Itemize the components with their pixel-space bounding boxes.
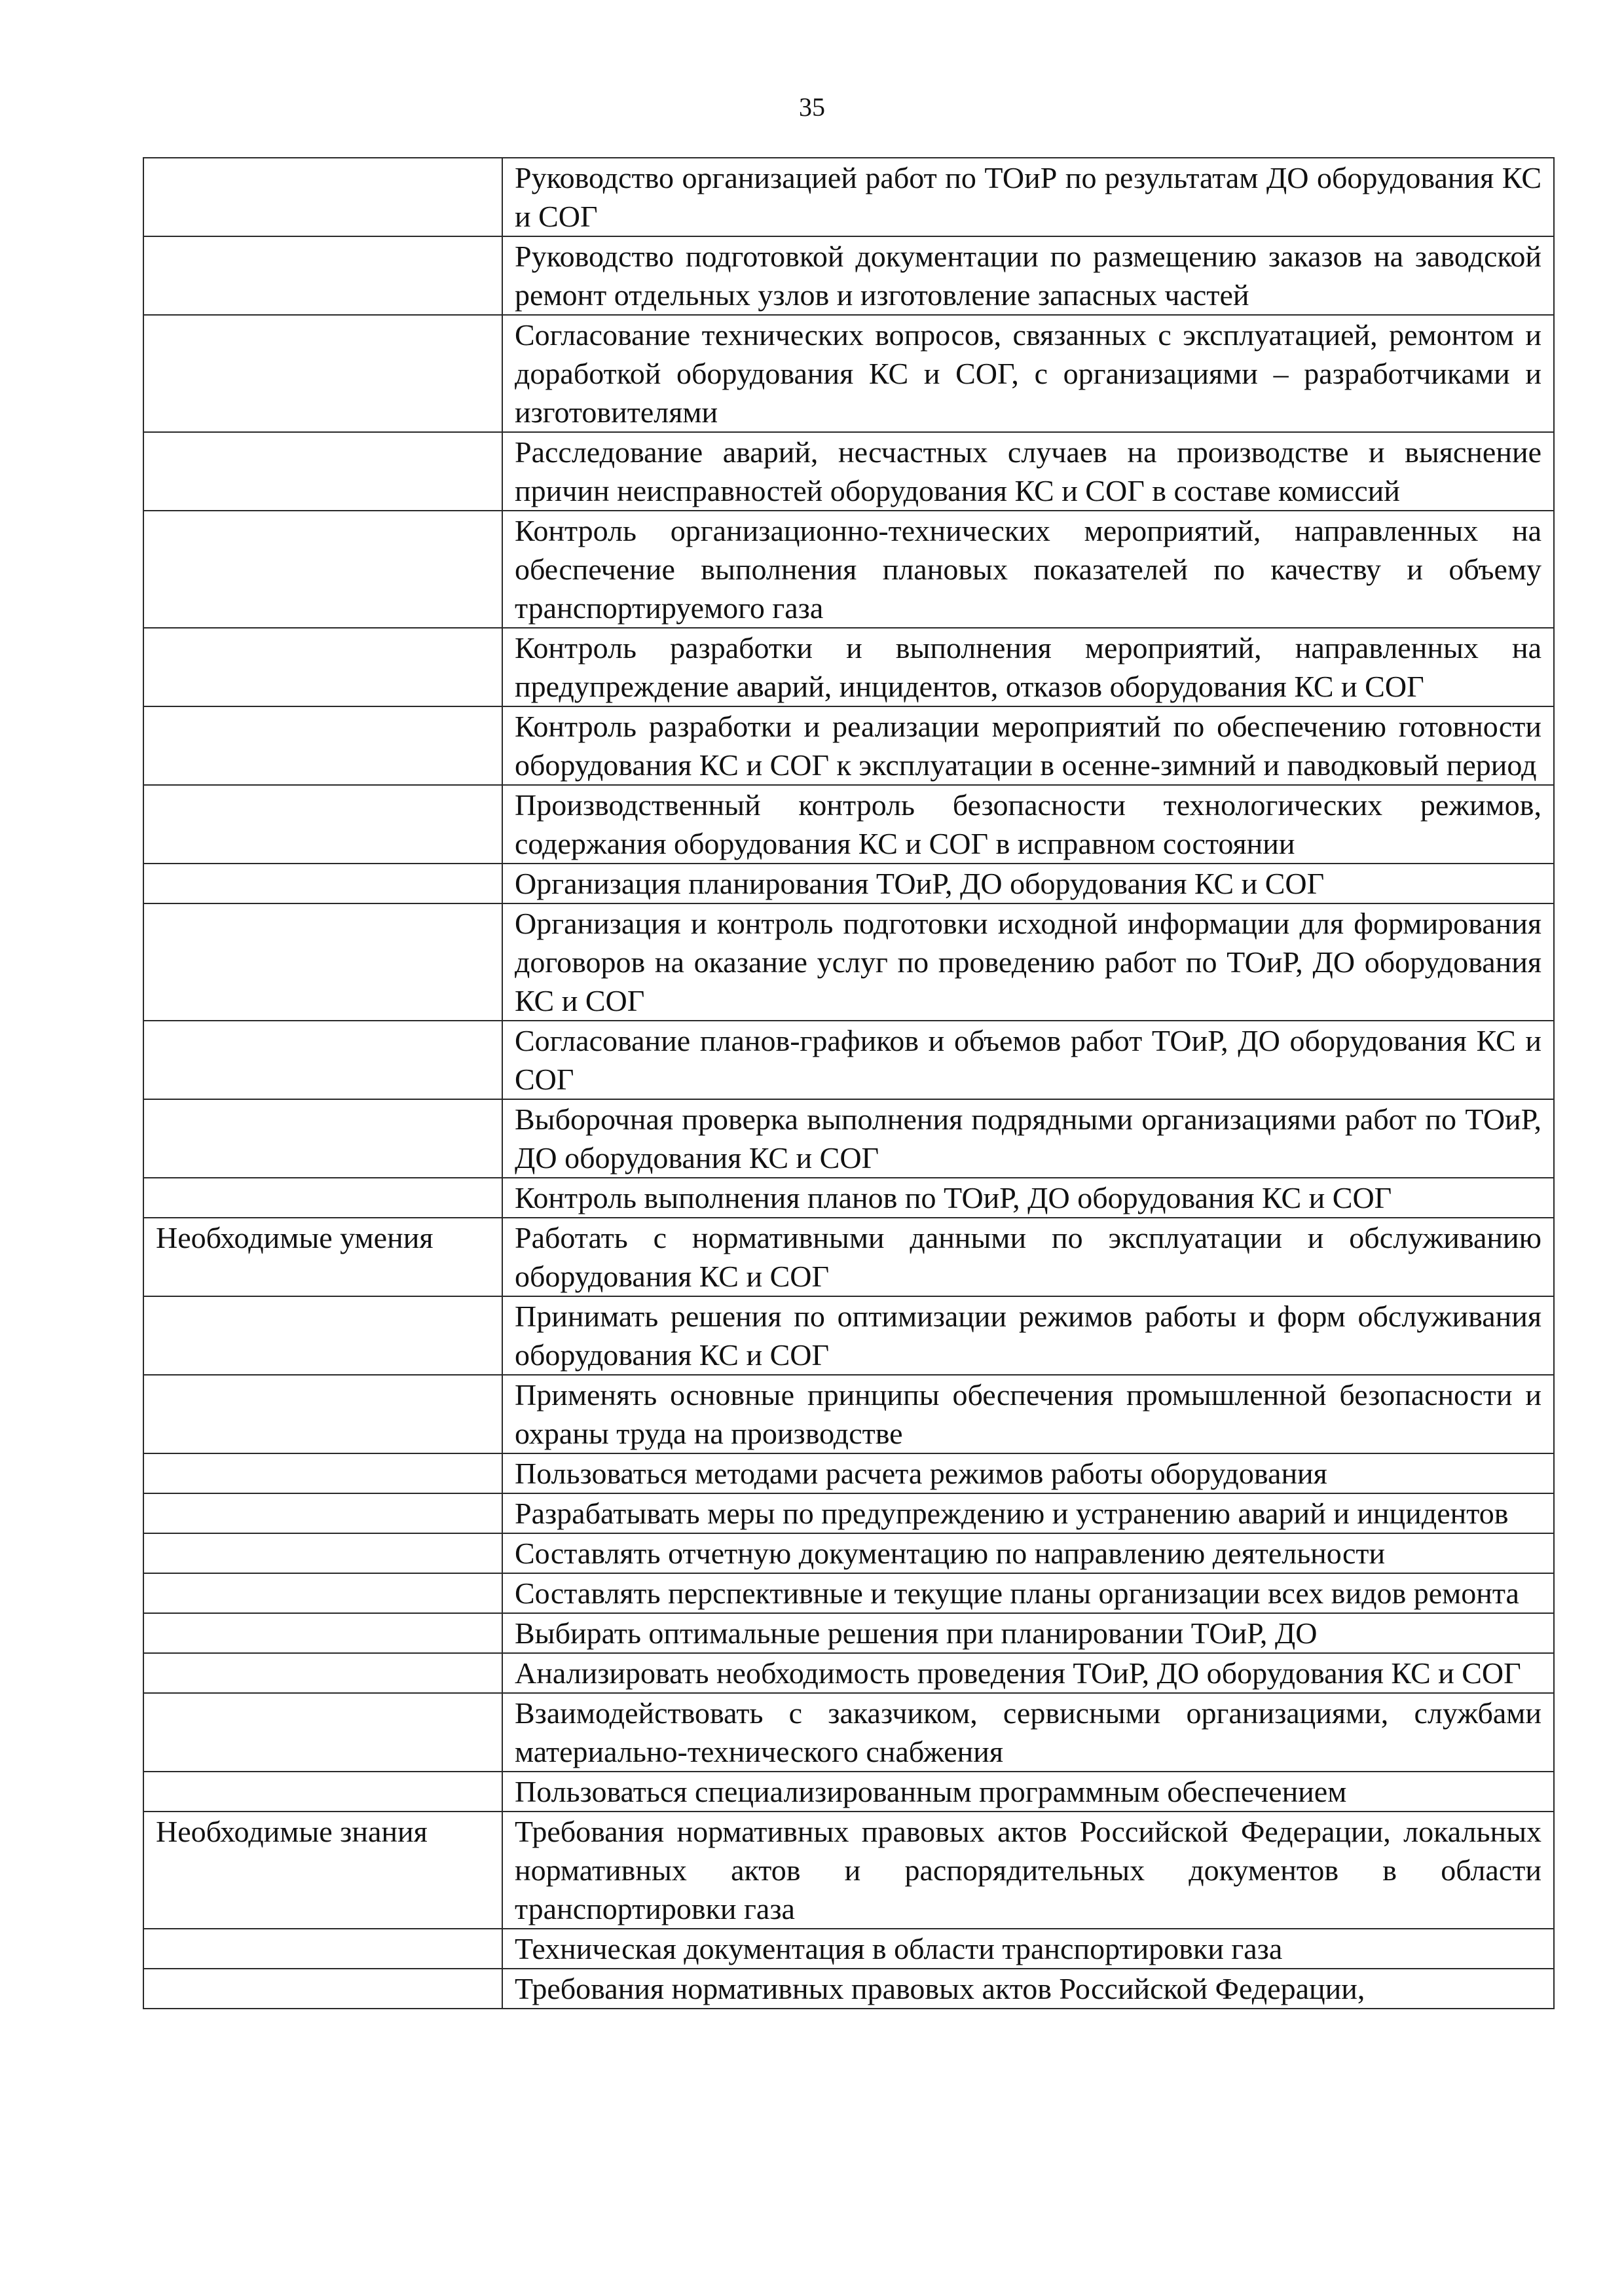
section-label-empty <box>143 236 502 315</box>
requirement-text: Согласование планов-графиков и объемов работ ТОиР, ДО оборудования КС и СОГ <box>502 1021 1554 1099</box>
table-row <box>143 1533 1554 1573</box>
table-row <box>143 1375 1554 1453</box>
section-label-empty <box>143 1693 502 1772</box>
requirement-text: Согласование технических вопросов, связанных с эксплуатацией, ремонтом и доработкой оборудования КС и СОГ, с организациями – разработчиками и изготовителями <box>502 315 1554 432</box>
table-row <box>143 1653 1554 1693</box>
section-label-empty <box>143 1178 502 1218</box>
requirement-text: Выборочная проверка выполнения подрядными организациями работ по ТОиР, ДО оборудования КС и СОГ <box>502 1099 1554 1178</box>
requirement-text: Составлять перспективные и текущие планы организации всех видов ремонта <box>502 1573 1554 1613</box>
table-row <box>143 1573 1554 1613</box>
section-label-empty <box>143 706 502 785</box>
section-label-empty <box>143 1099 502 1178</box>
requirement-text: Работать с нормативными данными по эксплуатации и обслуживанию оборудования КС и СОГ <box>502 1218 1554 1296</box>
section-label-empty <box>143 1533 502 1573</box>
table-row <box>143 158 1554 236</box>
table-row <box>143 1772 1554 1812</box>
section-label-empty <box>143 1772 502 1812</box>
section-label-empty <box>143 785 502 864</box>
section-label-empty <box>143 158 502 236</box>
table-row <box>143 315 1554 432</box>
section-label-empty <box>143 1296 502 1375</box>
section-label-empty <box>143 1613 502 1653</box>
requirement-text: Расследование аварий, несчастных случаев на производстве и выяснение причин неисправностей оборудования КС и СОГ в составе комиссий <box>502 432 1554 511</box>
section-label-empty <box>143 628 502 706</box>
table-row <box>143 706 1554 785</box>
table-row <box>143 1178 1554 1218</box>
section-label-empty <box>143 1021 502 1099</box>
table-row <box>143 1969 1554 2009</box>
requirement-text: Анализировать необходимость проведения ТОиР, ДО оборудования КС и СОГ <box>502 1653 1554 1693</box>
table-row <box>143 1296 1554 1375</box>
table-row <box>143 1693 1554 1772</box>
requirement-text: Составлять отчетную документацию по направлению деятельности <box>502 1533 1554 1573</box>
section-label-empty <box>143 903 502 1021</box>
table-row <box>143 1099 1554 1178</box>
requirement-text: Выбирать оптимальные решения при планировании ТОиР, ДО <box>502 1613 1554 1653</box>
section-label-empty <box>143 864 502 903</box>
table-row <box>143 1613 1554 1653</box>
requirement-text: Пользоваться методами расчета режимов работы оборудования <box>502 1453 1554 1493</box>
section-label-empty <box>143 511 502 628</box>
table-row <box>143 1453 1554 1493</box>
requirement-text: Пользоваться специализированным программным обеспечением <box>502 1772 1554 1812</box>
section-label-empty <box>143 1453 502 1493</box>
requirement-text: Организация планирования ТОиР, ДО оборудования КС и СОГ <box>502 864 1554 903</box>
section-label-empty <box>143 1929 502 1969</box>
requirement-text: Техническая документация в области транспортировки газа <box>502 1929 1554 1969</box>
page-number: 35 <box>799 92 825 122</box>
table-row <box>143 1021 1554 1099</box>
section-label: Необходимые умения <box>143 1218 502 1296</box>
table-row <box>143 1929 1554 1969</box>
table-row <box>143 236 1554 315</box>
requirement-text: Разрабатывать меры по предупреждению и устранению аварий и инцидентов <box>502 1493 1554 1533</box>
requirement-text: Взаимодействовать с заказчиком, сервисными организациями, службами материально-технического снабжения <box>502 1693 1554 1772</box>
requirement-text: Контроль организационно-технических мероприятий, направленных на обеспечение выполнения плановых показателей по качеству и объему транспортируемого газа <box>502 511 1554 628</box>
requirement-text: Применять основные принципы обеспечения промышленной безопасности и охраны труда на производстве <box>502 1375 1554 1453</box>
requirement-text: Организация и контроль подготовки исходной информации для формирования договоров на оказание услуг по проведению работ по ТОиР, ДО оборудования КС и СОГ <box>502 903 1554 1021</box>
requirement-text: Требования нормативных правовых актов Российской Федерации, <box>502 1969 1554 2009</box>
requirement-text: Руководство подготовкой документации по размещению заказов на заводской ремонт отдельных узлов и изготовление запасных частей <box>502 236 1554 315</box>
section-label-empty <box>143 432 502 511</box>
section-label-empty <box>143 1969 502 2009</box>
table-row <box>143 903 1554 1021</box>
requirement-text: Контроль выполнения планов по ТОиР, ДО оборудования КС и СОГ <box>502 1178 1554 1218</box>
table-row <box>143 1812 1554 1929</box>
table-row <box>143 432 1554 511</box>
table-row <box>143 1218 1554 1296</box>
requirement-text: Производственный контроль безопасности технологических режимов, содержания оборудования КС и СОГ в исправном состоянии <box>502 785 1554 864</box>
table-row <box>143 511 1554 628</box>
requirement-text: Контроль разработки и реализации мероприятий по обеспечению готовности оборудования КС и СОГ к эксплуатации в осенне-зимний и паводковый период <box>502 706 1554 785</box>
requirement-text: Принимать решения по оптимизации режимов работы и форм обслуживания оборудования КС и СОГ <box>502 1296 1554 1375</box>
requirement-text: Руководство организацией работ по ТОиР по результатам ДО оборудования КС и СОГ <box>502 158 1554 236</box>
section-label-empty <box>143 1493 502 1533</box>
section-label-empty <box>143 1573 502 1613</box>
section-label: Необходимые знания <box>143 1812 502 1929</box>
table-row <box>143 864 1554 903</box>
requirement-text: Требования нормативных правовых актов Российской Федерации, локальных нормативных актов и распорядительных документов в области транспортировки газа <box>502 1812 1554 1929</box>
section-label-empty <box>143 315 502 432</box>
table-row <box>143 1493 1554 1533</box>
requirement-text: Контроль разработки и выполнения мероприятий, направленных на предупреждение аварий, инцидентов, отказов оборудования КС и СОГ <box>502 628 1554 706</box>
section-label-empty <box>143 1653 502 1693</box>
table-row <box>143 785 1554 864</box>
table-row <box>143 628 1554 706</box>
section-label-empty <box>143 1375 502 1453</box>
competency-table <box>143 157 1555 2009</box>
